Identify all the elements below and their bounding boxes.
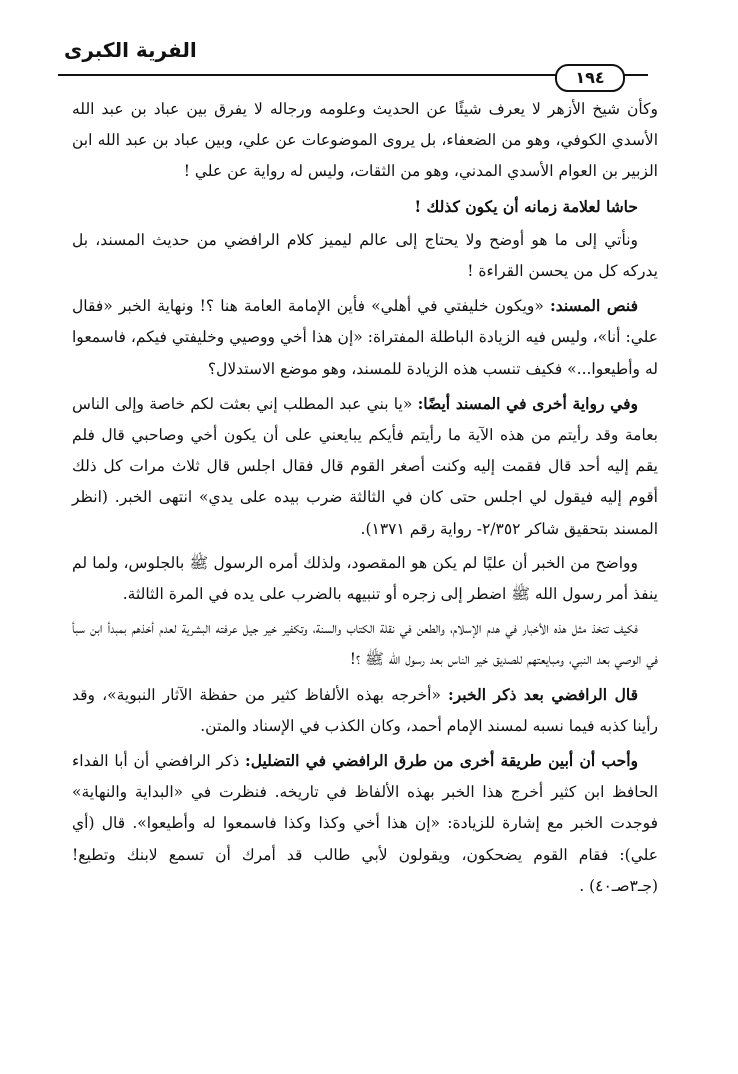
paragraph-lead: فنص المسند: xyxy=(549,296,638,316)
paragraph: وكأن شيخ الأزهر لا يعرف شيئًا عن الحديث وعلومه ورجاله لا يفرق بين عباد بن عبد الله الأسدي الكوفي، وهو من الضعفاء، بل يروى الموضوعات عن علي، وبين عباد بن عبد الله ابن الزبير بن العوام الأسدي المدني، وهو من الثقات، وليس له رواية عن علي ! xyxy=(72,100,658,181)
paragraph-rest: «يا بني عبد المطلب إني بعثت لكم خاصة وإلى الناس بعامة وقد رأيتم من هذه الآية ما رأيتم فأيكم يبايعني على أن يكون أخي وصاحبي قال فلم يقم إليه أحد قال فقمت إليه وكنت أصغر القوم قال فقال اجلس قال ثلاث مرات كل ذلك أقوم إليه فيقول لي اجلس حتى كان في الثالثة ضرب بيده على يدي» انتهى الخبر. (انظر المسند بتحقيق شاكر ٢/٣٥٢- رواية رقم ١٣٧١). xyxy=(72,394,658,538)
paragraph-lead: وأحب أن أبين طريقة أخرى من طرق الرافضي في التضليل: xyxy=(245,751,638,771)
paragraph: فكيف تتخذ مثل هذه الأخبار في هدم الإسلام، والطعن في نقلة الكتاب والسنة، وتكفير خير جيل عرفته البشرية لعدم أخذهم بمبدأ ابن سبأ في الوصي بعد النبي، ومبايعتهم للصديق خير الناس بعد رسول الله ﷺ ؟! xyxy=(72,619,658,669)
paragraph: وواضح من الخبر أن عليًا لم يكن هو المقصود، ولذلك أمره الرسول ﷺ بالجلوس، ولما لم ينفذ أمر رسول الله ﷺ اضطر إلى زجره أو تنبيهه بالضرب على يده في المرة الثالثة. xyxy=(72,553,658,604)
paragraph-rest: «ويكون خليفتي في أهلي» فأين الإمامة العامة هنا ؟! ونهاية الخبر «فقال علي: أنا»، وليس فيه الزيادة الباطلة المفتراة: «إن هذا أخي ووصيي وخليفتي فيكم، فاسمعوا له وأطيعوا...» فكيف تنسب هذه الزيادة للمسند، وهو موضع الاستدلال؟ xyxy=(72,297,658,378)
paragraph xyxy=(72,290,658,385)
paragraph xyxy=(72,745,658,902)
paragraph xyxy=(72,679,658,742)
running-header-title: الفرية الكبرى xyxy=(64,38,197,62)
body-text xyxy=(72,94,658,905)
paragraph: ونأتي إلى ما هو أوضح ولا يحتاج إلى عالم ليميز كلام الرافضي من حديث المسند، بل يدركه كل من يحسن القراءة ! xyxy=(72,230,658,281)
paragraph: حاشا لعلامة زمانه أن يكون كذلك ! xyxy=(414,196,638,216)
paragraph xyxy=(72,388,658,545)
paragraph-lead: وفي رواية أخرى في المسند أيضًا: xyxy=(417,393,638,413)
page-number: ١٩٤ xyxy=(555,64,625,92)
paragraph-lead: قال الرافضي بعد ذكر الخبر: xyxy=(448,684,638,704)
paragraph-rest: ذكر الرافضي أن أبا الفداء الحافظ ابن كثير أخرج هذا الخبر بهذه الألفاظ في تاريخه. فنظرت في «البداية والنهاية» فوجدت الخبر مع إشارة للزيادة: «إن هذا أخي وكذا وكذا فاسمعوا له وأطيعوا». قال (أي علي): فقام القوم يضحكون، ويقولون لأبي طالب قد أمرك أن تسمع لابنك وتطيع! (جـ٣صـ٤٠) . xyxy=(72,752,658,895)
paragraph-rest: «أخرجه بهذه الألفاظ كثير من حفظة الآثار النبوية»، وقد رأينا كذبه فيما نسبه لمسند الإمام أحمد، وكان الكذب في الإسناد والمتن. xyxy=(72,685,658,735)
